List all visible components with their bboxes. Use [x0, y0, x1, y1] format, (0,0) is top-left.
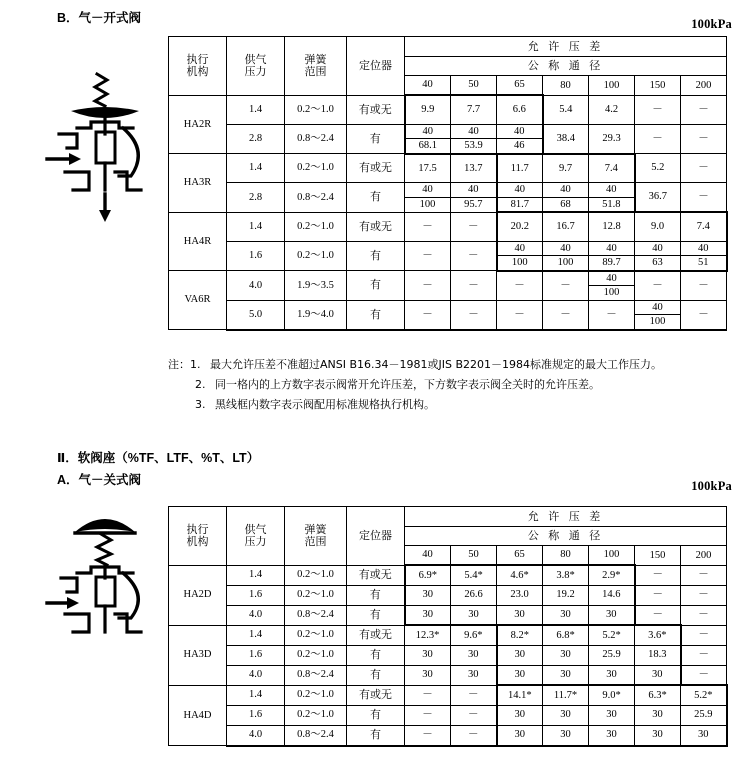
- spring-range-cell: 0.8～2.4: [285, 665, 347, 685]
- note-number: 3.: [195, 398, 206, 411]
- size-header-80: 80: [543, 546, 589, 566]
- size-header-40: 40: [405, 76, 451, 96]
- supply-pressure-cell: 1.4: [227, 154, 285, 183]
- size-header-80: 80: [543, 76, 589, 96]
- col-header-spring-range: [285, 37, 347, 96]
- actuator-line2: 机构: [186, 64, 209, 78]
- value-cell: －: [681, 124, 727, 154]
- value-cell: 12.8: [589, 212, 635, 241]
- value-cell: 30: [405, 585, 451, 605]
- value-cell: －: [681, 645, 727, 665]
- value-closed: 51.8: [602, 198, 621, 210]
- table-body: [169, 95, 727, 330]
- table-header-row-1: [169, 37, 727, 57]
- size-header-200: 200: [681, 76, 727, 96]
- actuator-line2: 机构: [186, 534, 209, 548]
- table-body: [169, 565, 727, 746]
- value-cell: －: [451, 271, 497, 301]
- value-cell: 25.9: [589, 645, 635, 665]
- supply-line1: 供气: [244, 523, 267, 537]
- value-cell: －: [635, 95, 681, 124]
- actuator-cell: HA4R: [169, 212, 227, 271]
- value-cell: 30: [589, 665, 635, 685]
- value-cell: －: [497, 300, 543, 330]
- value-open: 40: [589, 272, 634, 287]
- note-text: 同一格内的上方数字表示阀常开允许压差，下方数字表示阀全关时的允许压差。: [215, 378, 600, 391]
- value-cell: 2.9*: [589, 565, 635, 585]
- spring-range-cell: 0.2～1.0: [285, 585, 347, 605]
- col-header-positioner: 定位器: [347, 507, 405, 566]
- table-row: [169, 271, 727, 301]
- spring-range-cell: 0.8～2.4: [285, 124, 347, 154]
- spring-line2: 范围: [304, 534, 327, 548]
- value-cell: 30: [497, 605, 543, 625]
- value-open: 40: [451, 125, 496, 140]
- value-cell: 5.2: [635, 154, 681, 183]
- value-cell: 6.3*: [635, 685, 681, 705]
- note-item: [195, 395, 738, 415]
- value-cell: [405, 124, 451, 154]
- supply-pressure-cell: 4.0: [227, 605, 285, 625]
- value-cell: －: [635, 605, 681, 625]
- section-b-heading: B．气－开式阀: [57, 11, 142, 25]
- supply-pressure-cell: 1.6: [227, 241, 285, 271]
- value-cell: 30: [635, 665, 681, 685]
- value-cell: －: [681, 300, 727, 330]
- size-header-65: 65: [497, 76, 543, 96]
- value-cell: 30: [405, 645, 451, 665]
- value-open: 40: [406, 125, 451, 140]
- value-cell: 36.7: [635, 183, 681, 213]
- air-to-close-pressure-table-wrapper: [168, 506, 728, 747]
- value-closed: 68.1: [418, 140, 437, 152]
- value-cell: 26.6: [451, 585, 497, 605]
- value-open: 40: [635, 242, 680, 257]
- col-header-actuator: [169, 507, 227, 566]
- value-cell: 30: [451, 645, 497, 665]
- supply-pressure-cell: 2.8: [227, 124, 285, 154]
- value-cell: [589, 271, 635, 301]
- supply-pressure-cell: 1.4: [227, 212, 285, 241]
- value-open: 40: [543, 183, 588, 198]
- supply-pressure-cell: 1.4: [227, 625, 285, 645]
- value-closed: 63: [652, 257, 663, 269]
- value-open: 40: [589, 242, 634, 257]
- air-to-open-pressure-table: [168, 36, 728, 331]
- supply-pressure-cell: 1.4: [227, 565, 285, 585]
- value-cell: 9.6*: [451, 625, 497, 645]
- col-header-positioner: 定位器: [347, 37, 405, 96]
- actuator-cell: HA2R: [169, 95, 227, 154]
- value-cell: －: [451, 241, 497, 271]
- supply-pressure-cell: 5.0: [227, 300, 285, 330]
- table-row: [169, 625, 727, 645]
- actuator-cell: VA6R: [169, 271, 227, 330]
- supply-line2: 压力: [244, 64, 267, 78]
- col-header-nominal-diameter: 公 称 通 径: [405, 527, 727, 546]
- note-text: 最大允许压差不准超过ANSI B16.34－1981或JIS B2201－1984标准规定的最大工作压力。: [210, 358, 663, 371]
- value-cell: 17.5: [405, 154, 451, 183]
- value-cell: －: [681, 271, 727, 301]
- value-cell: [635, 300, 681, 330]
- notes-label: 注：: [168, 358, 190, 371]
- value-cell: －: [681, 605, 727, 625]
- value-cell: －: [405, 685, 451, 705]
- value-cell: [635, 241, 681, 271]
- value-cell: 19.2: [543, 585, 589, 605]
- col-header-nominal-diameter: 公 称 通 径: [405, 57, 727, 76]
- value-cell: 30: [451, 665, 497, 685]
- value-cell: 14.6: [589, 585, 635, 605]
- positioner-cell: 有: [347, 241, 405, 271]
- note-number: 1.: [190, 358, 201, 371]
- size-header-150: 150: [635, 76, 681, 96]
- value-cell: 3.6*: [635, 625, 681, 645]
- value-cell: －: [681, 565, 727, 585]
- positioner-cell: 有: [347, 605, 405, 625]
- table-header-row-1: [169, 507, 727, 527]
- value-cell: 4.6*: [497, 565, 543, 585]
- value-closed: 68: [560, 198, 571, 210]
- value-cell: 30: [589, 705, 635, 725]
- value-closed: 100: [649, 316, 666, 328]
- table-row: [169, 154, 727, 183]
- table-head: [169, 37, 727, 96]
- value-closed: 100: [603, 287, 620, 299]
- table-row: [169, 300, 727, 330]
- table-row: [169, 685, 727, 705]
- positioner-cell: 有或无: [347, 625, 405, 645]
- note-item: [195, 375, 738, 395]
- note-number: 2.: [195, 378, 206, 391]
- col-header-spring-range: [285, 507, 347, 566]
- supply-pressure-cell: 4.0: [227, 271, 285, 301]
- value-closed: 81.7: [510, 198, 529, 210]
- positioner-cell: 有或无: [347, 95, 405, 124]
- size-header-150: 150: [635, 546, 681, 566]
- actuator-line1: 执行: [186, 53, 209, 67]
- positioner-cell: 有: [347, 300, 405, 330]
- value-cell: 9.7: [543, 154, 589, 183]
- pressure-unit-label-1: 100kPa: [691, 17, 732, 31]
- table-row: [169, 585, 727, 605]
- value-cell: －: [681, 625, 727, 645]
- col-header-supply-pressure: [227, 37, 285, 96]
- actuator-line1: 执行: [186, 523, 209, 537]
- value-cell: －: [635, 271, 681, 301]
- positioner-cell: 有或无: [347, 685, 405, 705]
- value-cell: 38.4: [543, 124, 589, 154]
- supply-pressure-cell: 4.0: [227, 725, 285, 746]
- value-open: 40: [405, 183, 450, 198]
- spring-range-cell: 1.9～3.5: [285, 271, 347, 301]
- value-cell: －: [681, 665, 727, 685]
- value-cell: －: [451, 725, 497, 746]
- value-closed: 100: [557, 257, 574, 269]
- value-cell: 9.0*: [589, 685, 635, 705]
- value-cell: 30: [543, 665, 589, 685]
- value-cell: －: [635, 585, 681, 605]
- value-cell: －: [451, 685, 497, 705]
- spring-range-cell: 0.2～1.0: [285, 645, 347, 665]
- value-cell: 30: [497, 665, 543, 685]
- spring-range-cell: 0.8～2.4: [285, 725, 347, 746]
- value-closed: 51: [698, 257, 709, 269]
- value-cell: 12.3*: [405, 625, 451, 645]
- spring-range-cell: 0.8～2.4: [285, 183, 347, 213]
- positioner-cell: 有: [347, 124, 405, 154]
- value-cell: －: [497, 271, 543, 301]
- spring-line1: 弹簧: [304, 53, 327, 67]
- positioner-cell: 有: [347, 271, 405, 301]
- air-to-close-valve-diagram: [45, 500, 165, 645]
- spring-range-cell: 0.2～1.0: [285, 565, 347, 585]
- spring-range-cell: 0.2～1.0: [285, 212, 347, 241]
- air-to-open-pressure-table-wrapper: [168, 36, 728, 331]
- value-cell: 23.0: [497, 585, 543, 605]
- value-open: 40: [498, 242, 543, 257]
- size-header-50: 50: [451, 76, 497, 96]
- spring-range-cell: 0.2～1.0: [285, 625, 347, 645]
- size-header-100: 100: [589, 546, 635, 566]
- col-header-allowable-dp: 允 许 压 差: [405, 37, 727, 57]
- value-cell: 20.2: [497, 212, 543, 241]
- value-cell: 30: [635, 725, 681, 746]
- supply-pressure-cell: 1.4: [227, 685, 285, 705]
- value-cell: 5.4*: [451, 565, 497, 585]
- value-cell: 30: [543, 605, 589, 625]
- positioner-cell: 有: [347, 183, 405, 213]
- value-cell: 7.4: [589, 154, 635, 183]
- value-cell: 11.7*: [543, 685, 589, 705]
- size-header-200: 200: [681, 546, 727, 566]
- value-cell: 7.4: [681, 212, 727, 241]
- value-cell: －: [681, 183, 727, 213]
- value-cell: 18.3: [635, 645, 681, 665]
- spring-line2: 范围: [304, 64, 327, 78]
- pressure-unit-label-2: 100kPa: [691, 479, 732, 493]
- positioner-cell: 有: [347, 705, 405, 725]
- table-row: [169, 645, 727, 665]
- value-cell: 30: [543, 645, 589, 665]
- value-cell: －: [451, 300, 497, 330]
- table-row: [169, 95, 727, 124]
- section-a-heading: A．气－关式阀: [57, 473, 142, 487]
- spring-range-cell: 0.2～1.0: [285, 154, 347, 183]
- value-cell: 30: [497, 725, 543, 746]
- value-cell: －: [405, 705, 451, 725]
- value-cell: －: [405, 212, 451, 241]
- value-cell: 30: [681, 725, 727, 746]
- spring-range-cell: 0.2～1.0: [285, 705, 347, 725]
- value-closed: 53.9: [464, 140, 483, 152]
- table-row: [169, 124, 727, 154]
- value-cell: 9.0: [635, 212, 681, 241]
- value-cell: [497, 241, 543, 271]
- value-open: 40: [635, 301, 680, 316]
- value-cell: －: [543, 300, 589, 330]
- value-cell: 8.2*: [497, 625, 543, 645]
- size-header-50: 50: [451, 546, 497, 566]
- actuator-cell: HA4D: [169, 685, 227, 746]
- air-to-close-pressure-table: [168, 506, 728, 747]
- value-cell: －: [635, 565, 681, 585]
- spring-line1: 弹簧: [304, 523, 327, 537]
- supply-pressure-cell: 1.6: [227, 645, 285, 665]
- note-text: 黑线框内数字表示阀配用标准规格执行机构。: [215, 398, 435, 411]
- value-closed: 100: [419, 199, 436, 211]
- supply-pressure-cell: 4.0: [227, 665, 285, 685]
- value-closed: 100: [511, 257, 528, 269]
- value-open: 40: [451, 183, 496, 198]
- spring-range-cell: 0.2～1.0: [285, 685, 347, 705]
- size-header-100: 100: [589, 76, 635, 96]
- table-head: [169, 507, 727, 566]
- value-cell: 16.7: [543, 212, 589, 241]
- value-cell: [543, 241, 589, 271]
- value-cell: －: [451, 212, 497, 241]
- value-cell: －: [405, 241, 451, 271]
- table-row: [169, 241, 727, 271]
- value-open: 40: [589, 183, 634, 198]
- supply-pressure-cell: 2.8: [227, 183, 285, 213]
- positioner-cell: 有: [347, 725, 405, 746]
- actuator-cell: HA3D: [169, 625, 227, 685]
- table-row: [169, 183, 727, 213]
- value-closed: 89.7: [602, 257, 621, 269]
- value-closed: 46: [514, 140, 525, 152]
- value-cell: －: [405, 300, 451, 330]
- positioner-cell: 有: [347, 645, 405, 665]
- value-cell: 7.7: [451, 95, 497, 124]
- value-cell: 30: [497, 705, 543, 725]
- value-cell: [681, 241, 727, 271]
- value-cell: [405, 183, 451, 213]
- value-cell: 5.2*: [681, 685, 727, 705]
- value-open: 40: [498, 183, 543, 198]
- value-cell: －: [635, 124, 681, 154]
- value-cell: 29.3: [589, 124, 635, 154]
- value-cell: [543, 183, 589, 213]
- table-row: [169, 725, 727, 746]
- value-cell: 25.9: [681, 705, 727, 725]
- value-cell: [451, 124, 497, 154]
- value-cell: 3.8*: [543, 565, 589, 585]
- value-cell: －: [681, 585, 727, 605]
- value-cell: 30: [405, 605, 451, 625]
- value-cell: 9.9: [405, 95, 451, 124]
- value-cell: 30: [543, 705, 589, 725]
- value-cell: 14.1*: [497, 685, 543, 705]
- value-cell: 4.2: [589, 95, 635, 124]
- table-row: [169, 565, 727, 585]
- spring-range-cell: 0.8～2.4: [285, 605, 347, 625]
- col-header-allowable-dp: 允 许 压 差: [405, 507, 727, 527]
- actuator-cell: HA3R: [169, 154, 227, 213]
- value-cell: 30: [497, 645, 543, 665]
- positioner-cell: 有: [347, 665, 405, 685]
- value-cell: 13.7: [451, 154, 497, 183]
- value-cell: 11.7: [497, 154, 543, 183]
- actuator-cell: HA2D: [169, 565, 227, 625]
- value-cell: 5.2*: [589, 625, 635, 645]
- supply-pressure-cell: 1.4: [227, 95, 285, 124]
- positioner-cell: 有或无: [347, 212, 405, 241]
- spring-range-cell: 0.2～1.0: [285, 95, 347, 124]
- value-cell: [497, 124, 543, 154]
- value-cell: [451, 183, 497, 213]
- positioner-cell: 有或无: [347, 565, 405, 585]
- value-cell: －: [405, 271, 451, 301]
- value-open: 40: [497, 125, 542, 140]
- value-cell: [589, 183, 635, 213]
- table-row: [169, 665, 727, 685]
- value-cell: －: [681, 95, 727, 124]
- table-row: [169, 705, 727, 725]
- value-open: 40: [543, 242, 588, 257]
- value-cell: －: [589, 300, 635, 330]
- value-cell: [497, 183, 543, 213]
- col-header-actuator: [169, 37, 227, 96]
- air-to-open-valve-diagram: [45, 72, 165, 252]
- supply-pressure-cell: 1.6: [227, 585, 285, 605]
- section-2-heading: Ⅱ．软阀座（%TF、LTF、%T、LT）: [57, 451, 260, 465]
- value-cell: 30: [589, 725, 635, 746]
- value-cell: －: [543, 271, 589, 301]
- table-notes: [168, 355, 738, 415]
- size-header-40: 40: [405, 546, 451, 566]
- value-cell: －: [451, 705, 497, 725]
- supply-line2: 压力: [244, 534, 267, 548]
- col-header-supply-pressure: [227, 507, 285, 566]
- note-item: [168, 355, 738, 375]
- value-cell: －: [405, 725, 451, 746]
- supply-line1: 供气: [244, 53, 267, 67]
- size-header-65: 65: [497, 546, 543, 566]
- spring-range-cell: 0.2～1.0: [285, 241, 347, 271]
- value-cell: 30: [589, 605, 635, 625]
- value-cell: 30: [451, 605, 497, 625]
- value-cell: 6.8*: [543, 625, 589, 645]
- table-row: [169, 605, 727, 625]
- positioner-cell: 有或无: [347, 154, 405, 183]
- value-cell: 6.9*: [405, 565, 451, 585]
- value-open: 40: [681, 242, 726, 257]
- value-closed: 95.7: [464, 199, 483, 211]
- value-cell: 30: [635, 705, 681, 725]
- positioner-cell: 有: [347, 585, 405, 605]
- table-row: [169, 212, 727, 241]
- value-cell: 6.6: [497, 95, 543, 124]
- value-cell: 5.4: [543, 95, 589, 124]
- supply-pressure-cell: 1.6: [227, 705, 285, 725]
- spring-range-cell: 1.9～4.0: [285, 300, 347, 330]
- value-cell: [589, 241, 635, 271]
- value-cell: 30: [405, 665, 451, 685]
- value-cell: －: [681, 154, 727, 183]
- value-cell: 30: [543, 725, 589, 746]
